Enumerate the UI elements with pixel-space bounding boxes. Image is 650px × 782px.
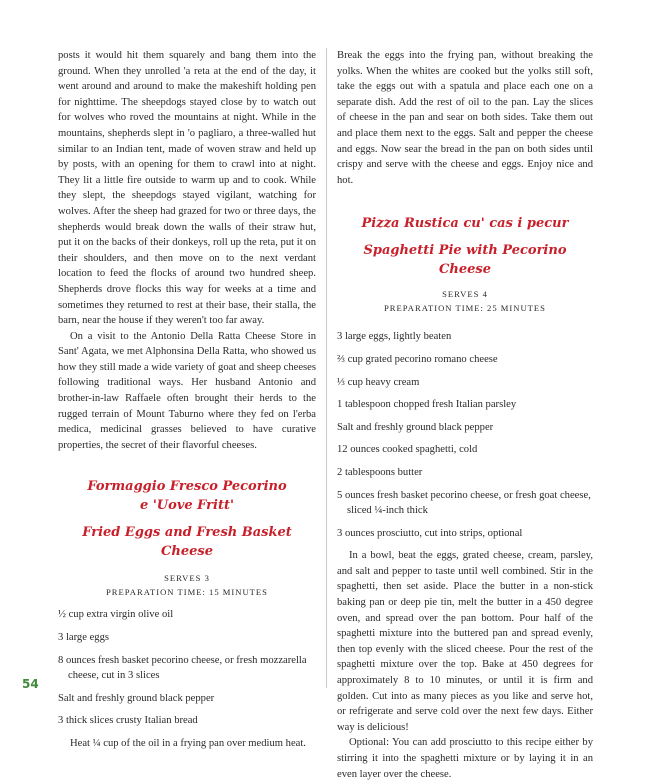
recipe-title-english: Fried Eggs and Fresh Basket Cheese: [82, 525, 292, 560]
left-column: [58, 48, 316, 752]
ingredient-item: 12 ounces cooked spaghetti, cold: [337, 444, 478, 456]
recipe-serves: SERVES 3: [164, 573, 210, 584]
ingredient-item: 3 large eggs: [58, 632, 109, 644]
column-divider: [326, 48, 327, 688]
ingredient-list: [58, 607, 316, 729]
recipe-title-italian: Pizza Rustica cu' cas i pecur: [361, 216, 569, 232]
page-number: 54: [22, 677, 39, 691]
recipe-instructions-continued: Break the eggs into the frying pan, without breaking the yolks. When the whites are cooked but the yolks still soft, take the eggs out with a spatula and place each one on a separate dish. Add the rest of oil to the pan. Lay the slices of cheese in the pan and sear on both sides. Take them out and place them next to the eggs. Salt and pepper the cheese and eggs. Now sear the bread in the pan on both sides until crispy and serve with the cheese and eggs. Enjoy nice and hot.: [337, 50, 593, 186]
ingredient-item: 3 large eggs, lightly beaten: [337, 331, 452, 343]
recipe-title-italian: Formaggio Fresco Pecorino: [87, 479, 287, 495]
ingredient-item: 8 ounces fresh basket pecorino cheese, or fresh mozzarella cheese, cut in 3 slices: [58, 654, 307, 682]
ingredient-item: 5 ounces fresh basket pecorino cheese, or fresh goat cheese, sliced ¼-inch thick: [337, 489, 591, 517]
ingredient-item: 3 ounces prosciutto, cut into strips, optional: [337, 527, 523, 539]
recipe-prep-time: PREPARATION TIME: 15 MINUTES: [106, 587, 268, 598]
recipe-prep-time: PREPARATION TIME: 25 MINUTES: [384, 303, 546, 314]
ingredient-item: 2 tablespoons butter: [337, 466, 423, 478]
ingredient-item: Salt and freshly ground black pepper: [337, 421, 494, 433]
body-paragraph: posts it would hit them squarely and bang them into the ground. When they unrolled 'a reta at the end of the day, it went around and around to make the makeshift holding pen for nighttime. The sheepdogs stayed close by to watch out for wolves who roved the mountains at night. While in the mountains, shepherds slept in 'o pagliaro, a three-walled hut similar to an Indian tent, made of woven straw and held up by posts, with an opening for them to crawl into at night. They lit a little fire outside to warm up and to cook. While they slept, the sheepdogs stayed vigilant, watching for wolves. After the sheep had grazed for two or three days, the shepherds would break down the walls of their straw hut, put it on the backs of their donkeys, roll up the reta, put it on their shoulders, and then move on to the next verdant location to feed the flocks of around two hundred sheep. Shepherds drove flocks this way for weeks at a time and sometimes they returned to rest at their base, their stalla, the barn, near the house if they weren't too far away.: [58, 50, 316, 327]
recipe-title-english: Spaghetti Pie with Pecorino Cheese: [363, 243, 567, 278]
recipe-title-italian: e 'Uove Fritt': [140, 498, 234, 514]
right-column: [337, 48, 593, 782]
body-paragraph: On a visit to the Antonio Della Ratta Cheese Store in Sant' Agata, we met Alphonsina Della Ratta, who showed us how they still made a wide variety of goat and sheep cheeses following traditional ways. Her husband Antonio and brother-in-law Raffaele often brought their herds to the rugged terrain of Mount Taburno where they fed on l'erba medica, medicinal grasses believed to have curative properties, the secret of their flavorful cheeses.: [58, 330, 316, 451]
recipe-instructions: Heat ¼ cup of the oil in a frying pan over medium heat.: [70, 738, 306, 749]
ingredient-item: ⅓ cup heavy cream: [337, 376, 420, 388]
ingredient-item: Salt and freshly ground black pepper: [58, 692, 215, 704]
ingredient-item: 1 tablespoon chopped fresh Italian parsley: [337, 399, 517, 411]
ingredient-list: [337, 329, 593, 541]
recipe-instructions: In a bowl, beat the eggs, grated cheese, cream, parsley, and salt and pepper to taste until well combined. Stir in the spaghetti, then set aside. Place the butter in a non-stick baking pan or deep pie tin, melt the butter in a 450 degree oven, and spread over the pan bottom. Pour half of the spaghetti mixture into the buttered pan and spread evenly, then top evenly with the sliced cheese. Pour the rest of the spaghetti mixture over the top. Bake at 450 degrees for approximately 8 to 10 minutes, or until it is firm and golden. Cut into as many pieces as you like and serve hot, or refrigerate and serve cold over the next few days. Either way is delicious!: [337, 550, 593, 733]
recipe-optional-note: Optional: You can add prosciutto to this recipe either by stirring it into the spaghetti mixture or by laying it in an even layer over the cheese.: [337, 737, 593, 780]
recipe-serves: SERVES 4: [442, 289, 488, 300]
ingredient-item: 3 thick slices crusty Italian bread: [58, 715, 198, 727]
ingredient-item: ⅔ cup grated pecorino romano cheese: [337, 353, 498, 365]
ingredient-item: ½ cup extra virgin olive oil: [58, 609, 174, 621]
